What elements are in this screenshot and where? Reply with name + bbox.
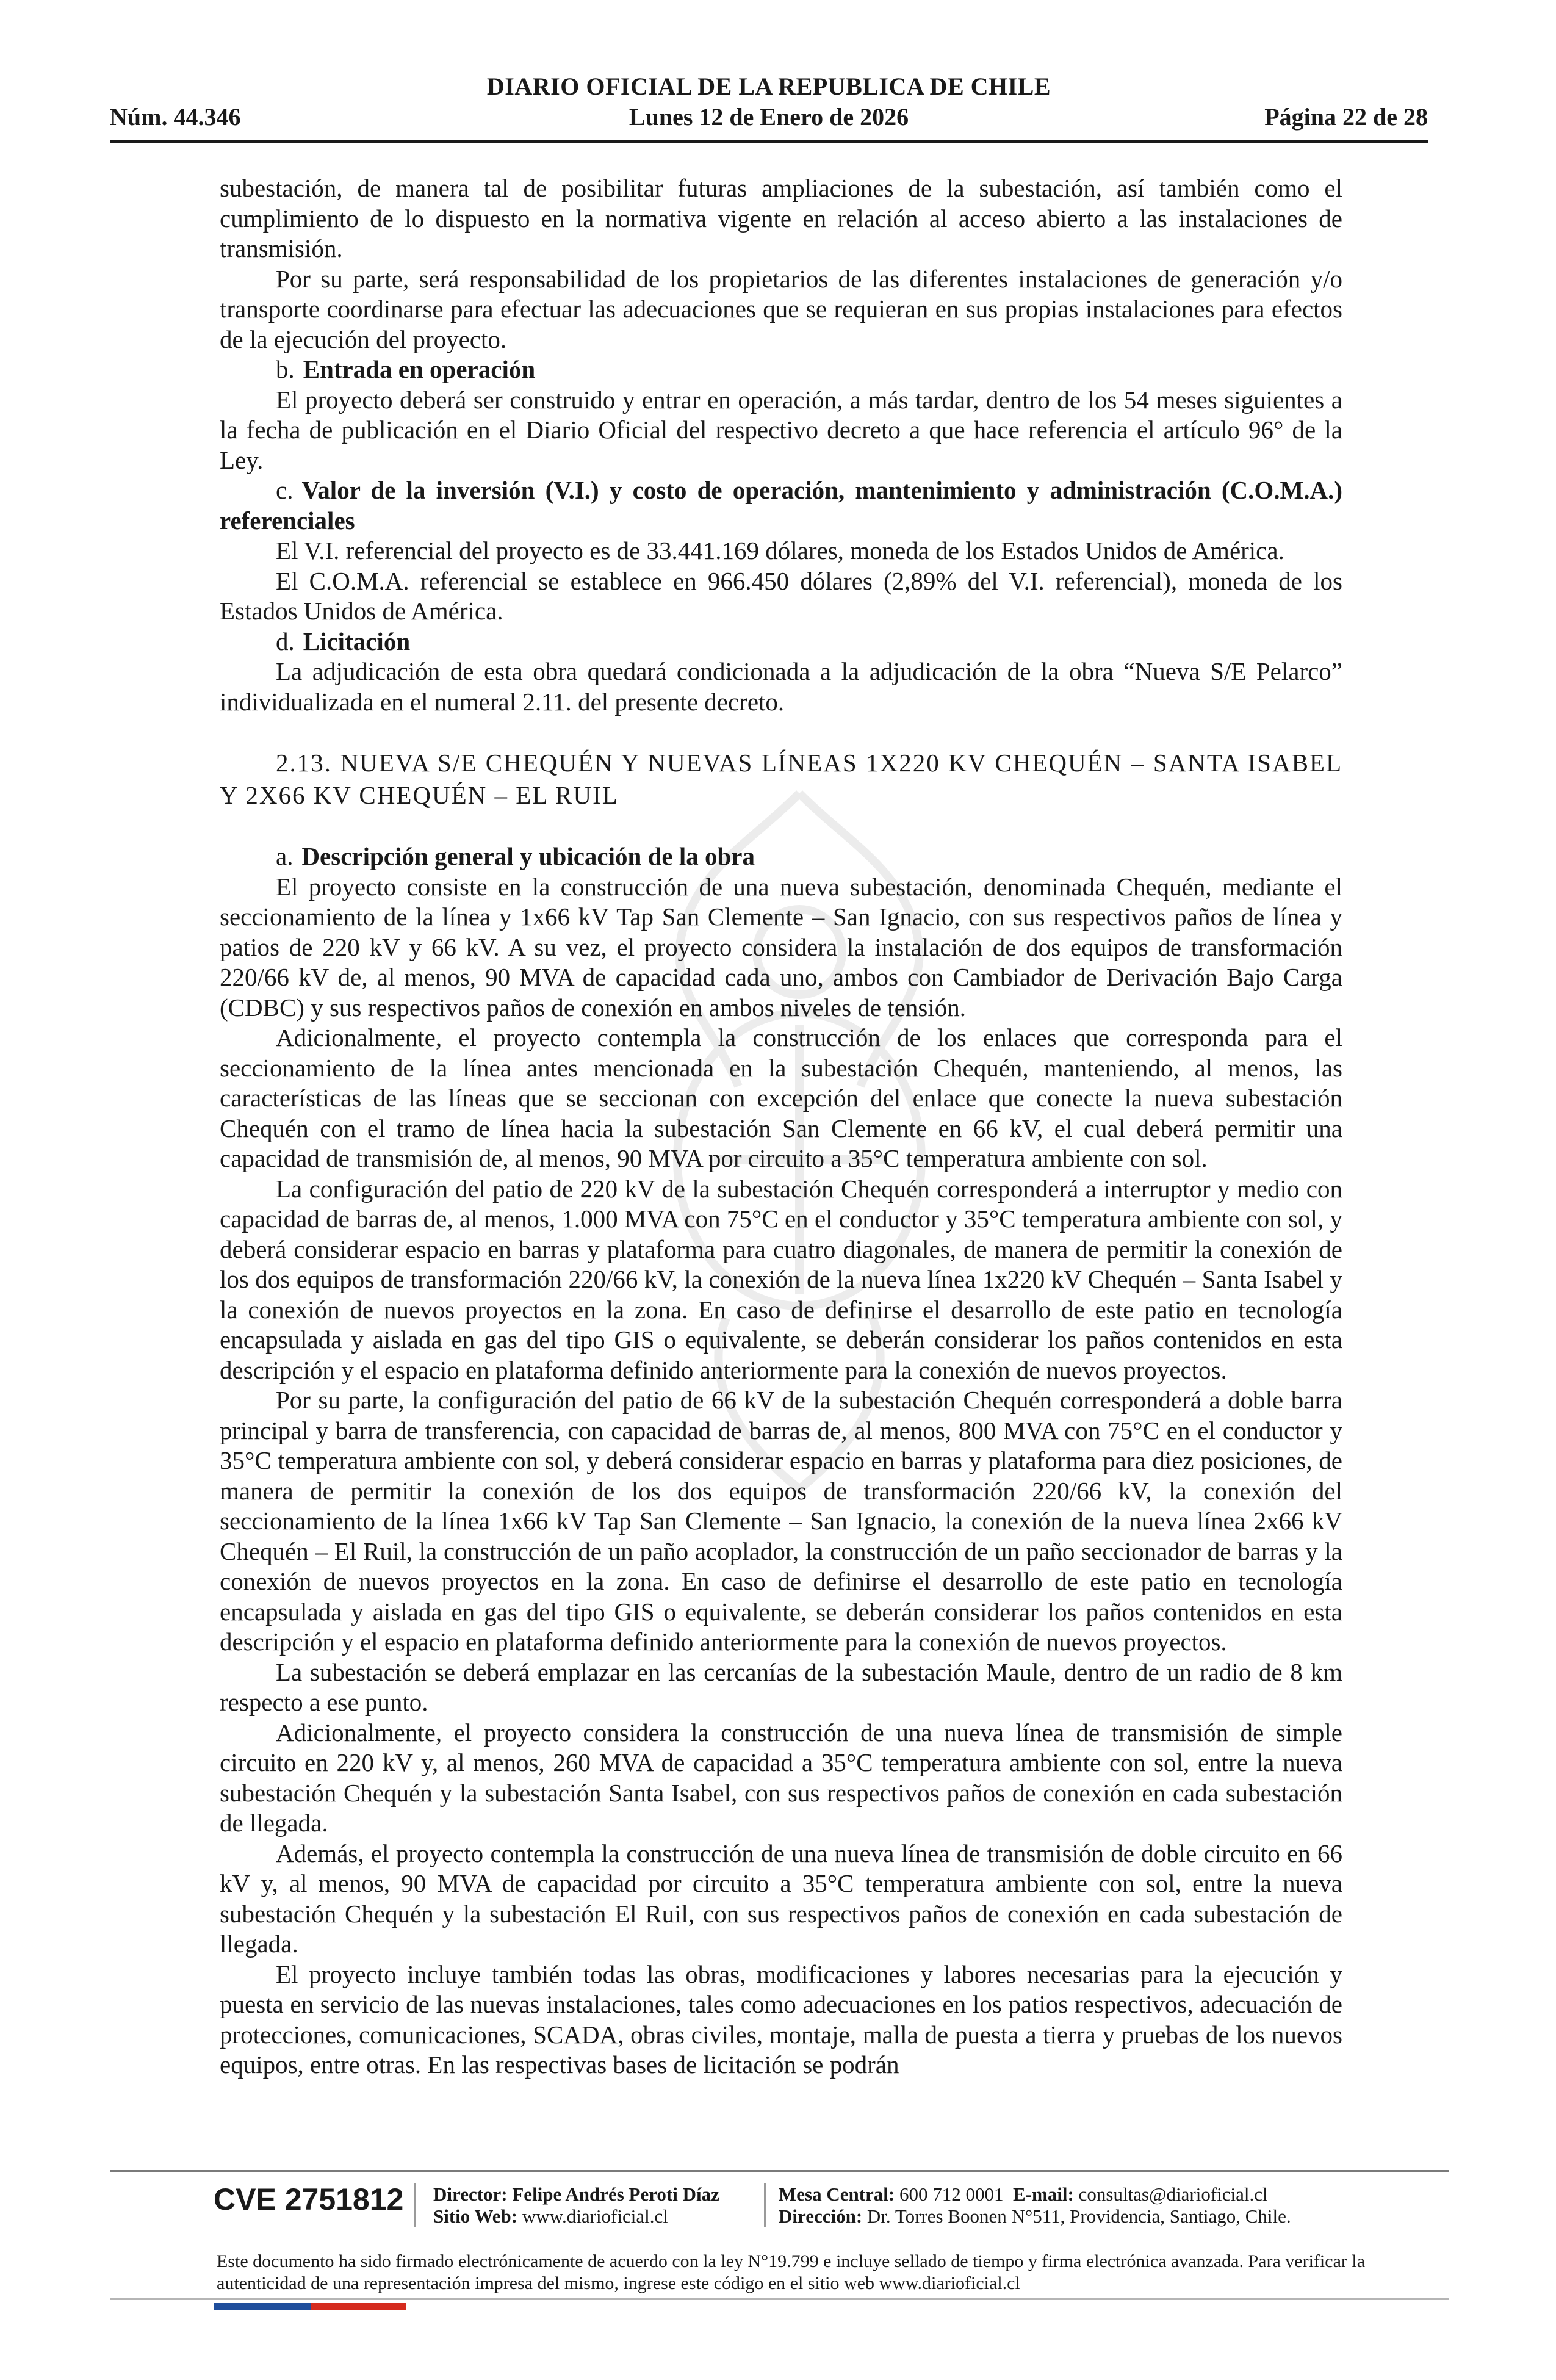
subheading-text: Entrada en operación [303, 355, 536, 383]
paragraph: Adicionalmente, el proyecto contempla la construcción de los enlaces que corresponda para el seccionamiento de la línea antes mencionada en la subestación Chequén, manteniendo, al menos, las características de las líneas que se seccionan con excepción del enlace que conecte la nueva subestación Chequén con el tramo de línea hacia la subestación San Clemente en 66 kV, el cual deberá permitir una capacidad de transmisión de, al menos, 90 MVA por circuito a 35°C temperatura ambiente con sol. [220, 1023, 1342, 1172]
paragraph: Adicionalmente, el proyecto considera la construcción de una nueva línea de transmisión de simple circuito en 220 kV y, al menos, 260 MVA de capacidad a 35°C temperatura ambiente con sol, entre la nueva subestación Chequén y la subestación Santa Isabel, con sus respectivos paños de conexión en cada subestación de llegada. [220, 1718, 1342, 1837]
issue-number: Núm. 44.346 [110, 103, 241, 131]
subheading-label: a. [276, 842, 294, 870]
signature-notice: Este documento ha sido firmado electrónicamente de acuerdo con la ley N°19.799 e incluye sellado de tiempo y firma electrónica avanzada. Para verificar la autenticidad de una representación impresa del mismo, ingrese este código en el sitio web www.diarioficial.cl [217, 2251, 1366, 2293]
paragraph: El proyecto deberá ser construido y entrar en operación, a más tardar, dentro de los 54 meses siguientes a la fecha de publicación en el Diario Oficial del respectivo decreto a que hace referencia el artículo 96° de la Ley. [220, 385, 1342, 474]
paragraph: El proyecto consiste en la construcción de una nueva subestación, denominada Chequén, mediante el seccionamiento de la línea y 1x66 kV Tap San Clemente – San Ignacio, con sus respectivos paños de línea y patios de 220 kV y 66 kV. A su vez, el proyecto considera la instalación de dos equipos de transformación 220/66 kV de, al menos, 90 MVA de capacidad cada uno, ambos con Cambiador de Derivación Bajo Carga (CDBC) y sus respectivos paños de conexión en ambos niveles de tensión. [220, 872, 1342, 1022]
section-title: 2.13. NUEVA S/E CHEQUÉN Y NUEVAS LÍNEAS 1X220 KV CHEQUÉN – SANTA ISABEL Y 2X66 KV CHEQUÉN – EL RUIL [220, 749, 1342, 809]
website-label: Sitio Web: [433, 2205, 518, 2227]
subheading-text: Valor de la inversión (V.I.) y costo de operación, mantenimiento y administración (C.O.M.A.) referenciales [220, 476, 1342, 535]
director-name: Felipe Andrés Peroti Díaz [512, 2183, 719, 2205]
footer-contact-block [779, 2183, 1291, 2227]
subheading [220, 627, 1342, 657]
page-header [110, 72, 1428, 146]
paragraph: Además, el proyecto contempla la construcción de una nueva línea de transmisión de doble circuito en 66 kV y, al menos, 90 MVA de capacidad por circuito a 35°C temperatura ambiente con sol, entre la nueva subestación Chequén y la subestación El Ruil, con sus respectivos paños de conexión en cada subestación de llegada. [220, 1839, 1342, 1958]
paragraph: El C.O.M.A. referencial se establece en 966.450 dólares (2,89% del V.I. referencial), moneda de los Estados Unidos de América. [220, 566, 1342, 625]
email-link[interactable]: consultas@diarioficial.cl [1078, 2183, 1268, 2205]
paragraph: El proyecto incluye también todas las obras, modificaciones y labores necesarias para la ejecución y puesta en servicio de las nuevas instalaciones, tales como adecuaciones en los patios respectivos, adecuación de protecciones, comunicaciones, SCADA, obras civiles, montaje, malla de puesta a tierra y pruebas de los nuevos equipos, entre otras. En las respectivas bases de licitación se podrán [220, 1960, 1342, 2079]
page-number: Página 22 de 28 [1264, 103, 1428, 131]
footer-divider [764, 2183, 766, 2227]
footer-bottom-rule [110, 2298, 1449, 2300]
address-label: Dirección: [779, 2205, 863, 2227]
paragraph: La subestación se deberá emplazar en las cercanías de la subestación Maule, dentro de un radio de 8 km respecto a ese punto. [220, 1657, 1342, 1716]
header-rule [110, 140, 1428, 143]
document-body [220, 173, 1342, 2080]
flag-stripe-blue [214, 2303, 311, 2310]
footer-divider [414, 2183, 416, 2227]
subheading-label: d. [276, 627, 295, 655]
paragraph: La adjudicación de esta obra quedará condicionada a la adjudicación de la obra “Nueva S/E Pelarco” individualizada en el numeral 2.11. del presente decreto. [220, 657, 1342, 716]
subheading-label: c. [276, 476, 294, 504]
flag-stripe-red [311, 2303, 406, 2310]
subheading-label: b. [276, 355, 295, 383]
subheading-text: Licitación [303, 627, 411, 655]
cve-code: CVE 2751812 [214, 2182, 404, 2216]
website-link[interactable]: www.diarioficial.cl [522, 2205, 668, 2227]
paragraph: Por su parte, la configuración del patio de 66 kV de la subestación Chequén corresponderá a doble barra principal y barra de transferencia, con capacidad de barras de, al menos, 800 MVA con 75°C en el conductor y 35°C temperatura ambiente con sol, y deberá considerar espacio en barras y plataforma para diez posiciones, de manera de permitir la conexión de los dos equipos de transformación 220/66 kV, la conexión del seccionamiento de la línea 1x66 kV Tap San Clemente – San Ignacio, la conexión de la nueva línea 2x66 kV Chequén – El Ruil, la construcción de un paño acoplador, la construcción de un paño seccionador de barras y la conexión de nuevos proyectos en la zona. En caso de definirse el desarrollo de este patio en tecnología encapsulada y aislada en gas del tipo GIS o equivalente, se deberán considerar los paños contenidos en esta descripción y el espacio en plataforma definido anteriormente para la conexión de nuevos proyectos. [220, 1386, 1342, 1656]
subheading [220, 475, 1342, 536]
paragraph: El V.I. referencial del proyecto es de 33.441.169 dólares, moneda de los Estados Unidos de América. [276, 536, 1284, 564]
paragraph: La configuración del patio de 220 kV de la subestación Chequén corresponderá a interruptor y medio con capacidad de barras de, al menos, 1.000 MVA con 75°C en el conductor y 35°C temperatura ambiente con sol, y deberá considerar espacio en barras y plataforma para cuatro diagonales, de manera de permitir la conexión de los dos equipos de transformación 220/66 kV, la conexión de la nueva línea 1x220 kV Chequén – Santa Isabel y la conexión de nuevos proyectos en la zona. En caso de definirse el desarrollo de este patio en tecnología encapsulada y aislada en gas del tipo GIS o equivalente, se deberán considerar los paños contenidos en esta descripción y el espacio en plataforma definido anteriormente para la conexión de nuevos proyectos. [220, 1174, 1342, 1384]
paragraph: subestación, de manera tal de posibilitar futuras ampliaciones de la subestación, así también como el cumplimiento de lo dispuesto en la normativa vigente en relación al acceso abierto a las instalaciones de transmisión. [220, 174, 1342, 262]
footer-director-block [433, 2183, 719, 2227]
issue-date: Lunes 12 de Enero de 2026 [629, 103, 909, 131]
subheading [220, 355, 1342, 385]
publication-title: DIARIO OFICIAL DE LA REPUBLICA DE CHILE [486, 73, 1051, 100]
footer-rule [110, 2170, 1449, 2172]
subheading [220, 842, 1342, 872]
paragraph: Por su parte, será responsabilidad de los propietarios de las diferentes instalaciones de generación y/o transporte coordinarse para efectuar las adecuaciones que se requieran en sus propias instalaciones para efectos de la ejecución del proyecto. [220, 264, 1342, 353]
phone-label: Mesa Central: [779, 2183, 895, 2205]
director-label: Director: [433, 2183, 508, 2205]
address-value: Dr. Torres Boonen N°511, Providencia, Santiago, Chile. [866, 2205, 1291, 2227]
email-label: E-mail: [1013, 2183, 1074, 2205]
subheading-text: Descripción general y ubicación de la obra [301, 842, 755, 870]
phone-value: 600 712 0001 [899, 2183, 1004, 2205]
